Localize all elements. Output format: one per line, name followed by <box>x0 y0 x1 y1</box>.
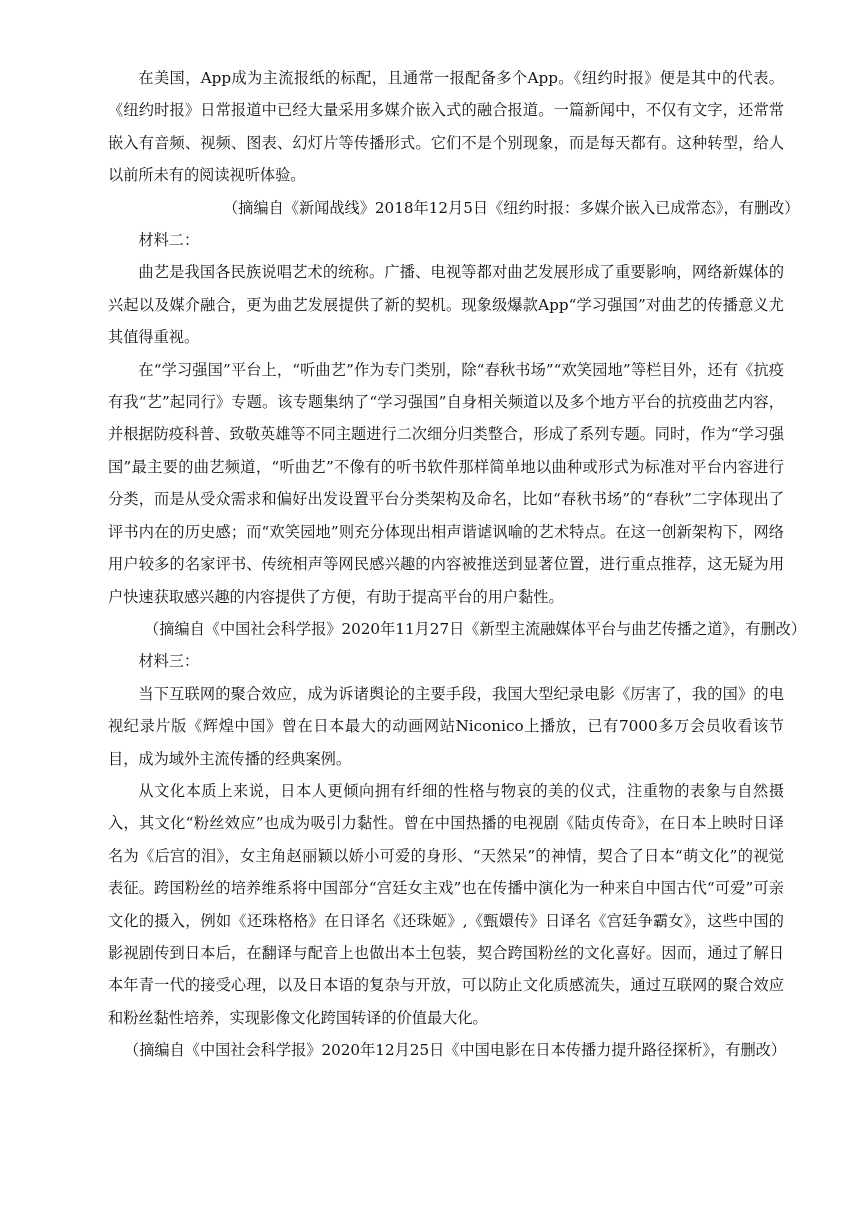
paragraph-xuexi-qiangguo: 在“学习强国”平台上，“听曲艺”作为专门类别，除“春秋书场”“欢笑园地”等栏目外，还有《抗疫有我“艺”起同行》专题。该专题集纳了“学习强国”自身相关频道以及多个地方平台的抗疫曲艺内容，并根据防疫科普、致敬英雄等不同主题进行二次细分归类整合，形成了系列专题。同时，作为“学习强国”最主要的曲艺频道，“听曲艺”不像有的听书软件那样简单地以曲种或形式为标准对平台内容进行分类，而是从受众需求和偏好出发设置平台分类架构及命名，比如“春秋书场”的“春秋”二字体现出了评书内在的历史感；而“欢笑园地”则充分体现出相声谐谑讽喻的艺术特点。在这一创新架构下，网络用户较多的名家评书、传统相声等网民感兴趣的内容被推送到显著位置，进行重点推荐，这无疑为用户快速获取感兴趣的内容提供了方便，有助于提高平台的用户黏性。 <box>108 360 785 606</box>
paragraph-quyi-intro: 曲艺是我国各民族说唱艺术的统称。广播、电视等都对曲艺发展形成了重要影响，网络新媒体的兴起以及媒介融合，更为曲艺发展提供了新的契机。现象级爆款App“学习强国”对曲艺的传播意义尤其值得重视。 <box>108 263 784 347</box>
paragraph-app-nyt: 在美国，App成为主流报纸的标配，且通常一报配备多个App。《纽约时报》便是其中的代表。《纽约时报》日常报道中已经大量采用多媒介嵌入式的融合报道。一篇新闻中，不仅有文字，还常常嵌入有音频、视频、图表、幻灯片等传播形式。它们不是个别现象，而是每天都有。这种转型，给人以前所未有的阅读视听体验。 <box>108 69 784 185</box>
source-citation-1: （摘编自《新闻战线》2018年12月5日《纽约时报：多媒介嵌入已成常态》，有删改） <box>223 198 800 217</box>
material-2-label: 材料二： <box>138 231 200 250</box>
paragraph-niconico: 当下互联网的聚合效应，成为诉诸舆论的主要手段，我国大型纪录电影《厉害了，我的国》的电视纪录片版《辉煌中国》曾在日本最大的动画网站Niconico上播放，已有7000多万会员收看该节目，成为域外主流传播的经典案例。 <box>108 684 784 768</box>
source-citation-2: （摘编自《中国社会科学报》2020年11月27日《新型主流融媒体平台与曲艺传播之道》，有删改） <box>144 619 807 638</box>
material-3-label: 材料三： <box>138 652 200 671</box>
document-page <box>108 62 807 1067</box>
paragraph-japan-culture: 从文化本质上来说，日本人更倾向拥有纤细的性格与物哀的美的仪式，注重物的表象与自然摄入，其文化“粉丝效应”也成为吸引力黏性。曾在中国热播的电视剧《陆贞传奇》，在日本上映时日译名为《后宫的泪》，女主角赵丽颖以娇小可爱的身形、“天然呆”的神情，契合了日本“萌文化”的视觉表征。跨国粉丝的培养维系将中国部分“宫廷女主戏”也在传播中演化为一种来自中国古代“可爱”可亲文化的摄入，例如《还珠格格》在日译名《还珠姬》,《甄嬛传》日译名《宫廷争霸女》，这些中国的影视剧传到日本后，在翻译与配音上也做出本土包装，契合跨国粉丝的文化喜好。因而，通过了解日本年青一代的接受心理，以及日本语的复杂与开放，可以防止文化质感流失，通过互联网的聚合效应和粉丝黏性培养，实现影像文化跨国转译的价值最大化。 <box>108 781 784 1027</box>
source-citation-3: （摘编自《中国社会科学报》2020年12月25日《中国电影在日本传播力提升路径探析》，有删改） <box>124 1041 787 1060</box>
